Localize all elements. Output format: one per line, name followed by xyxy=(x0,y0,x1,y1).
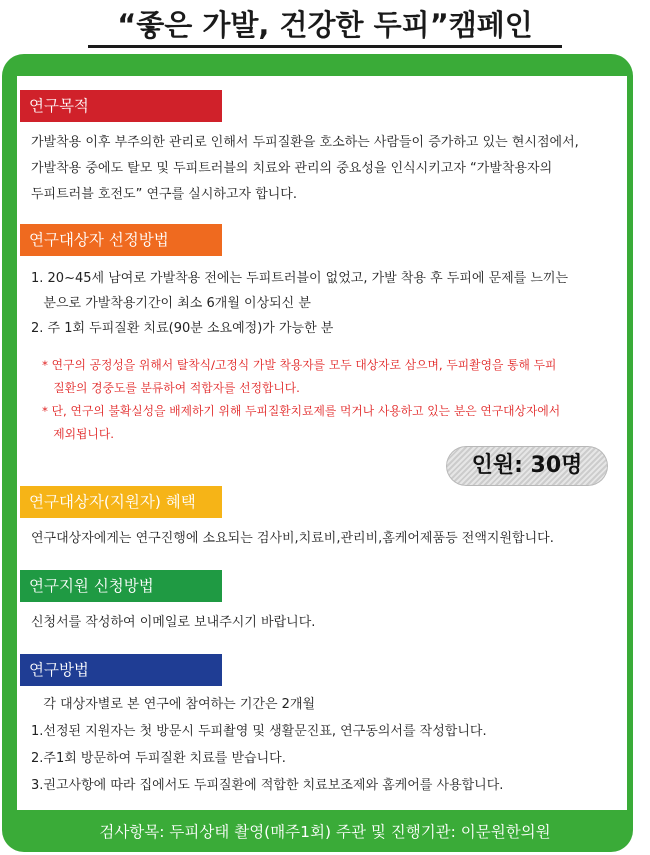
method-line-3: 2.주1회 방문하여 두피질환 치료를 받습니다. xyxy=(31,751,286,766)
section-heading-apply: 연구지원 신청방법 xyxy=(20,570,222,602)
selection-line-3: 2. 주 1회 두피질환 치료(90분 소요예정)가 가능한 분 xyxy=(31,321,334,336)
purpose-line-2: 가발착용 중에도 탈모 및 두피트러블의 치료와 관리의 중요성을 인식시키고자 “가발착용자의 xyxy=(31,161,553,176)
selection-note-2: 질환의 경중도를 분류하여 적합자를 선정합니다. xyxy=(42,381,300,395)
purpose-line-3: 두피트러블 호전도” 연구를 실시하고자 합니다. xyxy=(31,187,297,202)
title-underline xyxy=(88,45,562,48)
purpose-line-1: 가발착용 이후 부주의한 관리로 인해서 두피질환을 호소하는 사람들이 증가하고 있는 현시점에서, xyxy=(31,135,579,150)
benefit-line: 연구대상자에게는 연구진행에 소요되는 검사비,치료비,관리비,홈케어제품등 전액지원합니다. xyxy=(31,531,554,546)
selection-note-1: * 연구의 공정성을 위해서 탈착식/고정식 가발 착용자를 모두 대상자로 삼으며, 두피촬영을 통해 두피 xyxy=(42,358,557,372)
footer-info: 검사항목: 두피상태 촬영(매주1회) 주관 및 진행기관: 이문원한의원 xyxy=(99,823,551,841)
section-heading-purpose: 연구목적 xyxy=(20,90,222,122)
section-heading-selection: 연구대상자 선정방법 xyxy=(20,224,222,256)
section-heading-benefit: 연구대상자(지원자) 혜택 xyxy=(20,486,222,518)
selection-line-2: 분으로 가발착용기간이 최소 6개월 이상되신 분 xyxy=(31,296,311,311)
method-line-2: 1.선정된 지원자는 첫 방문시 두피촬영 및 생활문진표, 연구동의서를 작성합니다. xyxy=(31,724,487,739)
section-heading-method: 연구방법 xyxy=(20,654,222,686)
selection-line-1: 1. 20~45세 남여로 가발착용 전에는 두피트러블이 없었고, 가발 착용 후 두피에 문제를 느끼는 xyxy=(31,271,569,286)
selection-note-4: 제외됩니다. xyxy=(42,427,114,441)
method-line-4: 3.권고사항에 따라 집에서도 두피질환에 적합한 치료보조제와 홈케어를 사용합니다. xyxy=(31,778,504,793)
page-title: “좋은 가발, 건강한 두피”캠페인 xyxy=(117,8,533,42)
apply-line: 신청서를 작성하여 이메일로 보내주시기 바랍니다. xyxy=(31,615,316,630)
participant-count-badge: 인원: 30명 xyxy=(446,446,608,486)
selection-note-3: * 단, 연구의 불확실성을 배제하기 위해 두피질환치료제를 먹거나 사용하고 있는 분은 연구대상자에서 xyxy=(42,404,561,418)
method-line-1: 각 대상자별로 본 연구에 참여하는 기간은 2개월 xyxy=(31,697,316,712)
